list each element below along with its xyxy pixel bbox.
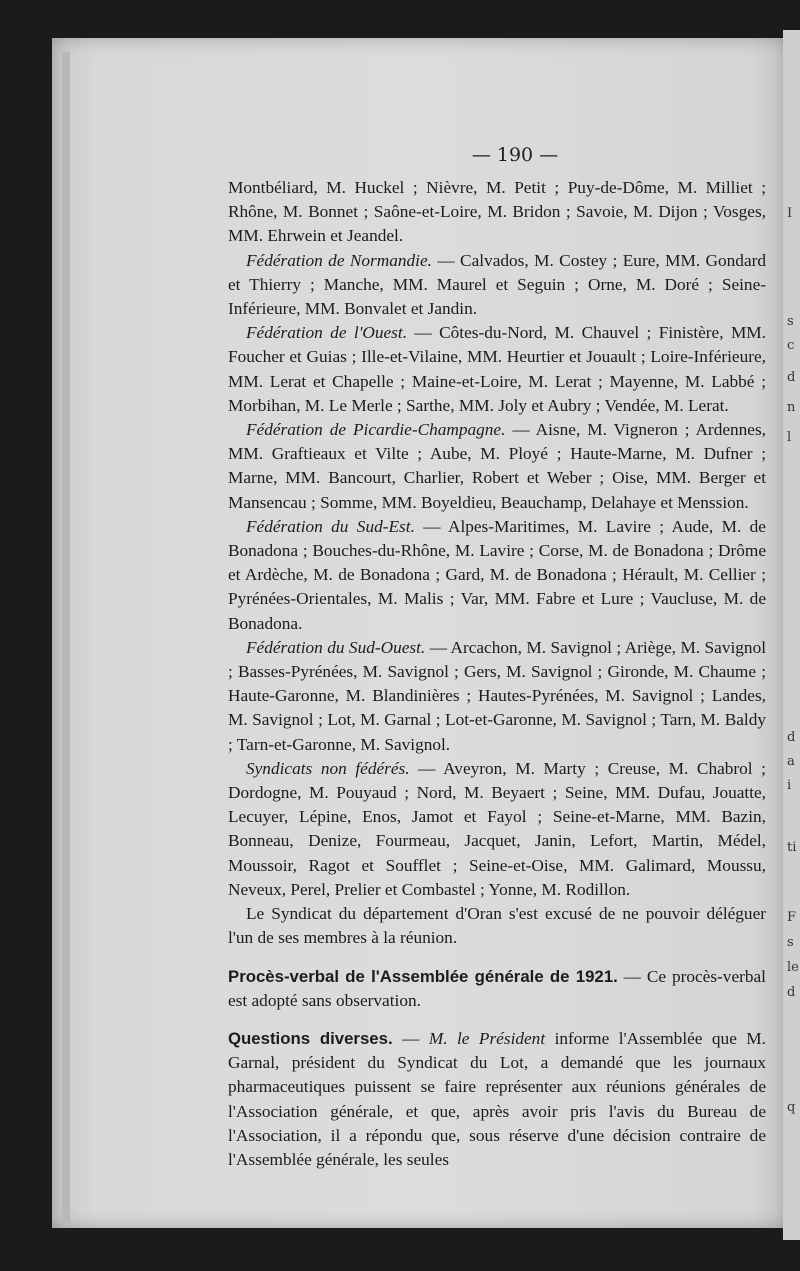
- adjacent-page-fragment: F: [787, 910, 797, 925]
- page-gutter: [62, 52, 70, 1222]
- adjacent-page-strip: [783, 30, 800, 1240]
- paragraph-federation-sud-ouest: [228, 636, 766, 757]
- federation-title: Fédération de Normandie.: [246, 250, 432, 270]
- paragraph-federation-normandie: [228, 249, 766, 322]
- adjacent-page-fragment: I: [787, 206, 793, 221]
- section-title: Procès-verbal de l'Assemblée générale de 1921.: [228, 966, 618, 986]
- paragraph-text: — Aisne, M. Vigneron ; Ardennes, MM. Graftieaux et Vilte ; Aube, M. Ployé ; Haute-Marne, M. Dufner ; Marne, MM. Bancourt, Charlier, Robert et Weber ; Oise, MM. Berger et Mansencau ; Somme, MM. Boyeldieu, Beauchamp, Delahaye et Menssion.: [228, 420, 766, 512]
- page-number: — 190 —: [471, 144, 559, 166]
- paragraph-text: Montbéliard, M. Huckel ; Nièvre, M. Petit ; Puy-de-Dôme, M. Milliet ; Rhône, M. Bonnet ; Saône-et-Loire, M. Bridon ; Savoie, M. Dijon ; Vosges, MM. Ehrwein et Jeandel.: [228, 178, 766, 246]
- paragraph-text: — Aveyron, M. Marty ; Creuse, M. Chabrol ; Dordogne, M. Pouyaud ; Nord, M. Beyaert ; Seine, MM. Dufau, Jouatte, Lecuyer, Lépine, Enos, Jamot et Fayol ; Seine-et-Marne, MM. Bazin, Bonneau, Denize, Fourmeau, Jacquet, Janin, Lefort, Martin, Médel, Moussoir, Ragot et Soufflet ; Seine-et-Oise, MM. Galimard, Moussu, Neveux, Perel, Prelier et Combastel ; Yonne, M. Rodillon.: [228, 758, 766, 899]
- federation-title: Syndicats non fédérés.: [246, 758, 410, 778]
- paragraph-federation-sud-est: [228, 515, 766, 636]
- paragraph-text: — Alpes-Maritimes, M. Lavire ; Aude, M. de Bonadona ; Bouches-du-Rhône, M. Lavire ; Corse, M. de Bonadona ; Drôme et Ardèche, M. de Bonadona ; Gard, M. de Bonadona ; Hérault, M. Cellier ; Pyrénées-Orientales, M. Malis ; Var, MM. Fabre et Lure ; Vaucluse, M. de Bonadona.: [228, 516, 766, 633]
- section-title: Questions diverses.: [228, 1028, 393, 1048]
- federation-title: Fédération du Sud-Ouest.: [246, 637, 426, 657]
- adjacent-page-fragment: d: [787, 730, 796, 745]
- adjacent-page-fragment: q: [787, 1100, 796, 1115]
- adjacent-page-fragment: ti: [787, 840, 797, 855]
- section-dash: —: [392, 1028, 429, 1048]
- president-mention: M. le Président: [428, 1028, 546, 1048]
- federation-title: Fédération de Picardie-Champagne.: [246, 420, 506, 440]
- adjacent-page-fragment: d: [787, 370, 796, 385]
- paragraph-federation-picardie-champagne: [228, 418, 766, 515]
- paragraph-oran: [228, 902, 766, 950]
- adjacent-page-fragment: a: [787, 754, 795, 769]
- adjacent-page-fragment: l: [787, 430, 792, 445]
- paragraph-text: — Calvados, M. Costey ; Eure, MM. Gondard et Thierry ; Manche, MM. Maurel et Seguin ; Orne, M. Doré ; Seine-Inférieure, MM. Bonvalet et Jandin.: [228, 250, 767, 319]
- paragraph-text: — Côtes-du-Nord, M. Chauvel ; Finistère, MM. Foucher et Guias ; Ille-et-Vilaine, MM. Heurtier et Jouault ; Loire-Inférieure, MM. Lerat et Chapelle ; Maine-et-Loire, M. Lerat ; Mayenne, M. Labbé ; Morbihan, M. Le Merle ; Sarthe, MM. Joly et Aubry ; Vendée, M. Lerat.: [228, 323, 766, 415]
- adjacent-page-fragment: s: [787, 314, 794, 329]
- paragraph-federation-ouest: [228, 321, 766, 418]
- section-proces-verbal: [228, 965, 766, 1013]
- federation-title: Fédération du Sud-Est.: [246, 516, 415, 536]
- adjacent-page-fragment: s: [787, 935, 794, 950]
- paragraph-continuation: [228, 176, 766, 249]
- adjacent-page-fragment: d: [787, 985, 796, 1000]
- adjacent-page-fragment: c: [787, 338, 795, 353]
- section-text: — Ce procès-verbal est adopté sans observation.: [228, 966, 766, 1010]
- adjacent-page-fragment: n: [787, 400, 796, 415]
- paragraph-syndicats-non-federes: [228, 757, 766, 902]
- paragraph-text: Le Syndicat du département d'Oran s'est excusé de ne pouvoir déléguer l'un de ses membres à la réunion.: [228, 904, 766, 948]
- adjacent-page-fragment: i: [787, 778, 792, 793]
- adjacent-page-fragment: le: [787, 960, 799, 975]
- page-body: [228, 176, 766, 1172]
- section-text: informe l'Assemblée que M. Garnal, président du Syndicat du Lot, a demandé que les journaux pharmaceutiques puissent se faire représenter aux réunions générales de l'Association générale, et que, après avoir pris l'avis du Bureau de l'Association, il a répondu que, sous réserve d'une décision contraire de l'Assemblée générale, les seules: [228, 1028, 766, 1169]
- section-questions-diverses: [228, 1027, 766, 1172]
- federation-title: Fédération de l'Ouest.: [246, 323, 408, 343]
- paragraph-text: — Arcachon, M. Savignol ; Ariège, M. Savignol ; Basses-Pyrénées, M. Savignol ; Gers, M. Savignol ; Gironde, M. Chaume ; Haute-Garonne, M. Blandinières ; Hautes-Pyrénées, M. Savignol ; Landes, M. Savignol ; Lot, M. Garnal ; Lot-et-Garonne, M. Savignol ; Tarn, M. Baldy ; Tarn-et-Garonne, M. Savignol.: [228, 637, 767, 754]
